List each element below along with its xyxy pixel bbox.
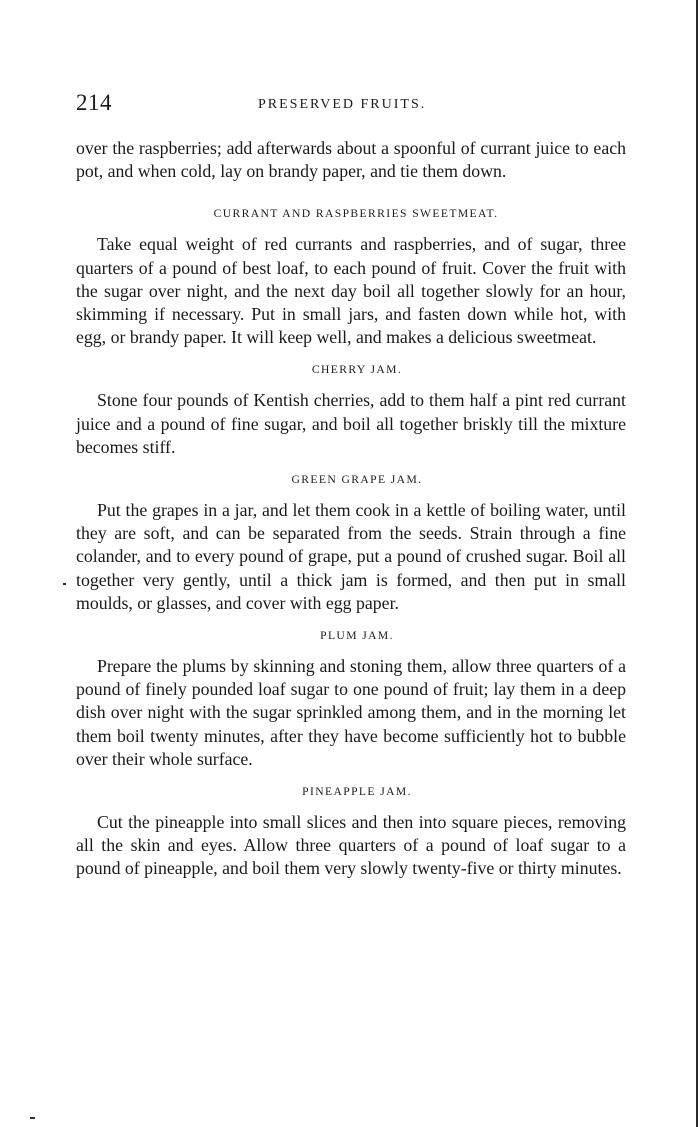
recipe-title-pineapple-jam: PINEAPPLE JAM. [302, 785, 412, 799]
recipe-body-pineapple-jam: Cut the pineapple into small slices and then into square pieces, removing all the skin and eyes. Allow three quarters of a pound of loaf sugar to a pound of pineapple, and boil them very slowly twenty-five or thirty minutes. [76, 812, 626, 879]
running-head: PRESERVED FRUITS. [258, 97, 427, 112]
recipe-title-cherry-jam: CHERRY JAM. [311, 363, 403, 377]
recipe-body-cherry-jam: Stone four pounds of Kentish cherries, add to them half a pint red currant juice and a pound of fine sugar, and boil all together briskly till the mixture becomes stiff. [76, 390, 626, 457]
recipe-title-green-grape-jam: GREEN GRAPE JAM. [291, 473, 423, 487]
recipe-title-currant-raspberry: CURRANT AND RASPBERRIES SWEETMEAT. [213, 207, 499, 221]
recipe-body-green-grape-jam: Put the grapes in a jar, and let them cook in a kettle of boiling water, until they are soft, and can be separated from the seeds. Strain through a fine colander, and to every pound of grape, put a pound of crushed sugar. Boil all together very gently, until a thick jam is formed, and then put in small moulds, or glasses, and cover with egg paper. [76, 500, 626, 613]
page-number: 214 [76, 90, 112, 115]
recipe-body-plum-jam: Prepare the plums by skinning and stoning them, allow three quarters of a pound of finely pounded loaf sugar to one pound of fruit; lay them in a deep dish over night with the sugar sprinkled among them, and in the morning let them boil twenty minutes, after they have become sufficiently hot to bubble over their whole surface. [76, 656, 626, 769]
print-speck [63, 583, 66, 585]
recipe-title-plum-jam: PLUM JAM. [320, 629, 394, 643]
page-body [76, 137, 626, 881]
recipe-body-currant-raspberry: Take equal weight of red currants and raspberries, and of sugar, three quarters of a pound of best loaf, to each pound of fruit. Cover the fruit with the sugar over night, and the next day boil all together slowly for an hour, skimming if necessary. Put in small jars, and fasten down while hot, with egg, or brandy paper. It will keep well, and makes a delicious sweetmeat. [76, 234, 626, 348]
continuation-paragraph: over the raspberries; add afterwards about a spoonful of currant juice to each pot, and when cold, lay on brandy paper, and tie them down. [76, 138, 626, 182]
page-edge [696, 0, 698, 1127]
page-header [76, 90, 626, 120]
print-speck [30, 1117, 35, 1119]
